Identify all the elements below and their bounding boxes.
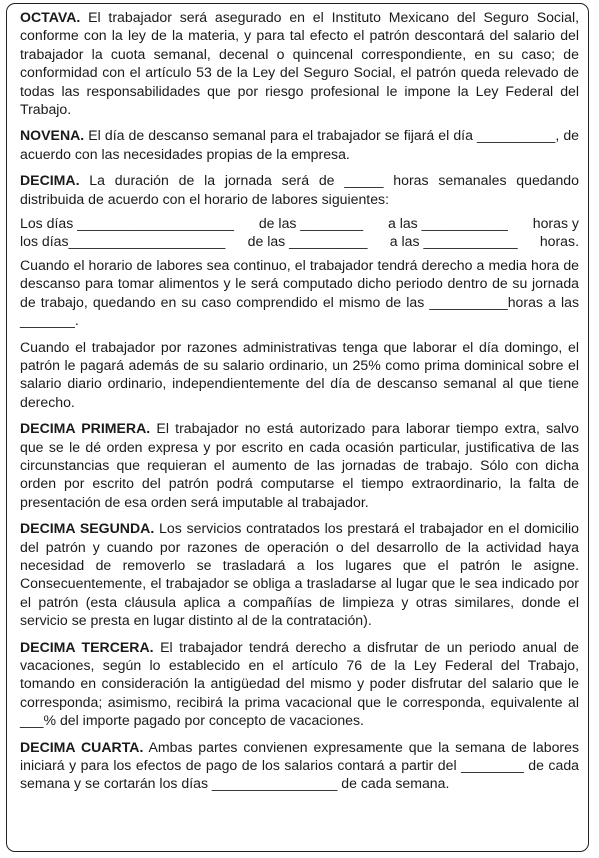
clause-novena (20, 126, 579, 163)
clause-text: El trabajador no está autorizado para laborar tiempo extra, salvo que se le dé orden expresa y por escrito en cada ocasión particular, justificativa de las circunstancias que requieran el aumento de las jornadas de trabajo. Sólo con dicha orden por escrito del patrón podrá computarse el tiempo extraordinario, la falta de presentación de esa orden será imputable al trabajador. (20, 420, 580, 510)
clause-text: La duración de la jornada será de _____ horas semanales quedando distribuida de acuerdo con el horario de labores siguientes: (20, 172, 579, 207)
clause-text: El trabajador tendrá derecho a disfrutar de un periodo anual de vacaciones, según lo establecido en el artículo 76 de la Ley Federal del Trabajo, tomando en consideración la antigüedad del mismo y poder disfrutar del salario que le corresponda; asimismo, recibirá la prima vacacional que le corresponda, equivalente al ___% del importe pagado por concepto de vacaciones. (20, 638, 579, 729)
schedule-hours-label: horas. (539, 233, 579, 250)
schedule-row (20, 214, 579, 232)
schedule-table (20, 214, 579, 251)
schedule-from-field: de las __________ (247, 233, 368, 250)
clause-text: Ambas partes convienen expresamente que la semana de labores iniciará y para los efectos de pago de los salarios contará a partir del ________ de cada semana y se cortarán los días ________________ de cada semana. (20, 738, 579, 792)
clause-text: Los servicios contratados los prestará el trabajador en el domicilio del patrón y cuando por razones de operación o del desarrollo de la actividad haya necesidad de removerlo se trasladará a los lugares que el patrón le asigne. Consecuentemente, el trabajador se obliga a trasladarse al lugar que le sea indicado por el patrón (esta cláusula aplica a compañías de limpieza y otras similares, donde el servicio se presta en lugar distinto al de la contratación). (20, 520, 580, 629)
clause-octava (20, 8, 579, 118)
schedule-row (20, 232, 579, 250)
schedule-days-field: los días____________________ (20, 233, 226, 250)
clause-text: El trabajador será asegurado en el Instituto Mexicano del Seguro Social, conforme con la ley de la materia, y para tal efecto el patrón descontará del salario del trabajador la cuota semanal, decenal o quincenal correspondiente, en su caso; de conformidad con el artículo 53 de la Ley del Seguro Social, el patrón queda relevado de todas las responsabilidades que por riesgo profesional le impone la Ley Federal del Trabajo. (20, 9, 579, 118)
schedule-to-field: a las ___________ (387, 215, 508, 232)
clause-text: El día de descanso semanal para el trabajador se fijará el día __________, de acuerdo con las necesidades propias de la empresa. (20, 127, 579, 162)
schedule-hours-label: horas y (532, 215, 579, 232)
paragraph-continuous-schedule: Cuando el horario de labores sea continuo, el trabajador tendrá derecho a media hora de descanso para tomar alimentos y le será computado dicho periodo dentro de su jornada de trabajo, quedando en su caso comprendido el mismo de las __________horas a las _______. (20, 256, 579, 329)
clause-heading: DECIMA TERCERA. (20, 638, 154, 655)
clause-decima (20, 171, 579, 208)
clause-heading: DECIMA. (20, 172, 80, 189)
schedule-to-field: a las ____________ (389, 233, 518, 250)
clause-decima-cuarta (20, 738, 579, 793)
clause-heading: DECIMA PRIMERA. (20, 420, 151, 437)
document-frame (6, 3, 589, 852)
schedule-days-field: Los días ____________________ (20, 215, 234, 232)
clause-heading: DECIMA SEGUNDA. (20, 520, 155, 537)
clause-decima-primera (20, 419, 579, 511)
clause-heading: OCTAVA. (20, 9, 81, 25)
clause-decima-tercera (20, 638, 579, 730)
clause-decima-segunda (20, 519, 579, 629)
clause-heading: NOVENA. (20, 127, 85, 144)
paragraph-sunday-premium: Cuando el trabajador por razones administrativas tenga que laborar el día domingo, el patrón le pagará además de su salario ordinario, un 25% como prima dominical sobre el salario diario ordinario, independientemente del día de descanso semanal al que tiene derecho. (20, 338, 579, 410)
schedule-from-field: de las ________ (258, 215, 364, 232)
clause-heading: DECIMA CUARTA. (20, 738, 144, 755)
